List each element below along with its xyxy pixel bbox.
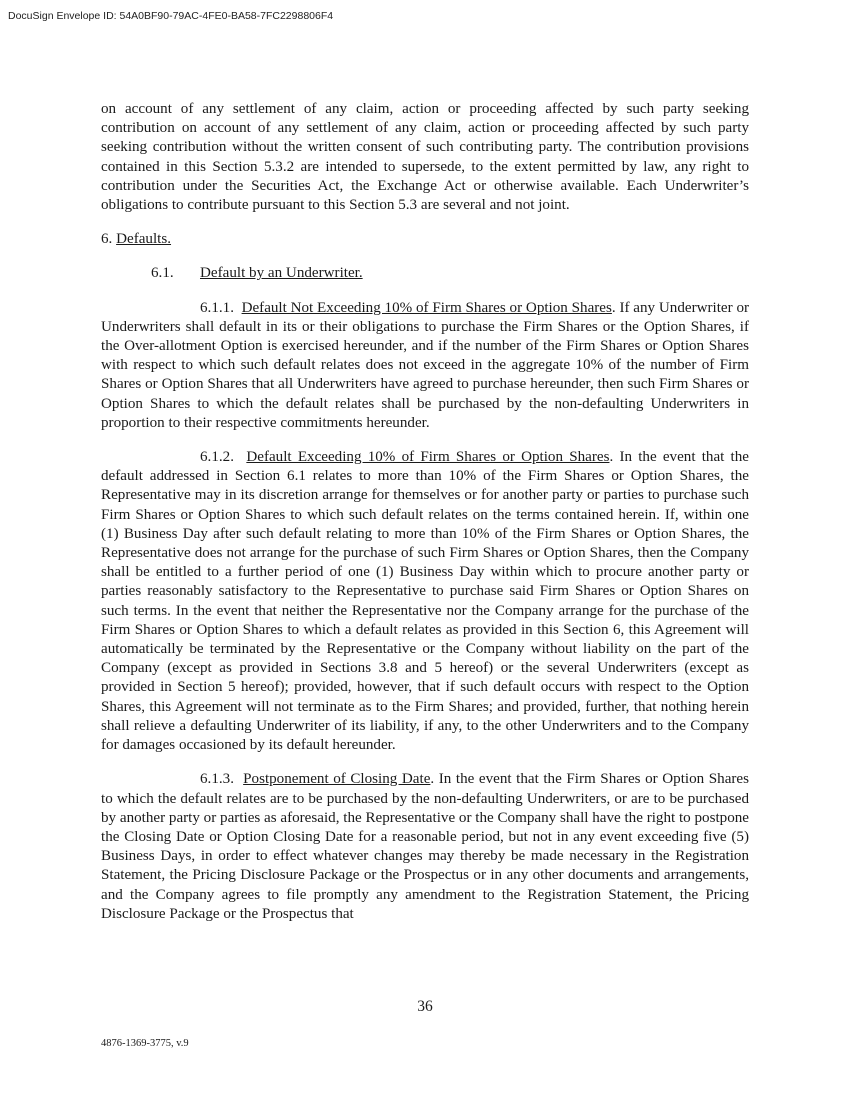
section-6-1-1-body: . If any Underwriter or Underwriters shall default in its or their obligations to purchase the Firm Shares or the Option Shares, if the Over-allotment Option is exercised hereunder, and if the number of the Firm Shares or Option Shares with respect to which such default relates does not exceed in the aggregate 10% of the number of Firm Shares or Option Shares that all Underwriters have agreed to purchase hereunder, then such Firm Shares or Option Shares to which the default relates shall be purchased by the non-defaulting Underwriters in proportion to their respective commitments hereunder. bbox=[101, 299, 750, 431]
section-6-1-2-number: 6.1.2. bbox=[200, 449, 234, 466]
section-6-1-1-title: Default Not Exceeding 10% of Firm Shares or Option Shares bbox=[241, 299, 612, 316]
continuation-paragraph: on account of any settlement of any claim, action or proceeding affected by such party seeking contribution on account of any settlement of any claim, action or proceeding affected by such party seeking contribution without the written consent of such contributing party. The contribution provisions contained in this Section 5.3.2 are intended to supersede, to the extent permitted by law, any right to contribution under the Securities Act, the Exchange Act or otherwise available. Each Underwriter’s obligations to contribute pursuant to this Section 5.3 are several and not joint. bbox=[101, 101, 749, 214]
docusign-envelope-id: DocuSign Envelope ID: 54A0BF90-79AC-4FE0-BA58-7FC2298806F4 bbox=[8, 10, 334, 22]
section-6-1-1-paragraph bbox=[101, 299, 749, 433]
section-6-number: 6. bbox=[101, 231, 113, 248]
document-id: 4876-1369-3775, v.9 bbox=[101, 1038, 189, 1049]
section-6-1-number: 6.1. bbox=[151, 265, 174, 282]
page-number: 36 bbox=[417, 998, 433, 1015]
section-6-1-2-title: Default Exceeding 10% of Firm Shares or Option Shares bbox=[246, 449, 610, 466]
section-6-title: Defaults. bbox=[116, 231, 172, 248]
section-6-heading bbox=[101, 230, 749, 249]
section-6-1-3-body: . In the event that the Firm Shares or Option Shares to which the default relates are to be purchased by the non-defaulting Underwriters, or are to be purchased by another party or parties as aforesaid, the Representative or the Company shall have the right to postpone the Closing Date or Option Closing Date for a reasonable period, but not in any event exceeding five (5) Business Days, in order to effect whatever changes may thereby be made necessary in the Registration Statement, the Pricing Disclosure Package or the Prospectus or in any other documents and arrangements, and the Company agrees to file promptly any amendment to the Registration Statement, the Pricing Disclosure Package or the Prospectus that bbox=[101, 771, 750, 922]
section-6-1-3-paragraph bbox=[101, 770, 749, 924]
section-6-1-3-number: 6.1.3. bbox=[200, 771, 234, 788]
document-body bbox=[101, 100, 749, 924]
section-6-1-1-number: 6.1.1. bbox=[200, 299, 234, 316]
section-6-1-3-title: Postponement of Closing Date bbox=[243, 771, 431, 788]
section-6-1-2-body: . In the event that the default addressed in Section 6.1 relates to more than 10% of the Firm Shares or Option Shares, the Representative may in its discretion arrange for themselves or for another party or parties to purchase such Firm Shares or Option Shares to which such default relates on the terms contained herein. If, within one (1) Business Day after such default relating to more than 10% of the Firm Shares or Option Shares, the Representative does not arrange for the purchase of such Firm Shares or Option Shares, then the Company shall be entitled to a further period of one (1) Business Day within which to procure another party or parties reasonably satisfactory to the Representative to purchase said Firm Shares or Option Shares on such terms. In the event that neither the Representative nor the Company arrange for the purchase of the Firm Shares or Option Shares to which a default relates as provided in this Section 6, this Agreement will automatically be terminated by the Representative or the Company without liability on the part of the Company (except as provided in Sections 3.8 and 5 hereof) or the several Underwriters (except as provided in Section 5 hereof); provided, however, that if such default occurs with respect to the Option Shares, this Agreement will not terminate as to the Firm Shares; and provided, further, that nothing herein shall relieve a defaulting Underwriter of its liability, if any, to the other Underwriters and to the Company for damages occasioned by its default hereunder. bbox=[101, 449, 749, 754]
section-6-1-2-paragraph bbox=[101, 448, 749, 755]
section-6-1-title: Default by an Underwriter. bbox=[200, 265, 363, 282]
section-6-1-heading bbox=[101, 264, 749, 283]
